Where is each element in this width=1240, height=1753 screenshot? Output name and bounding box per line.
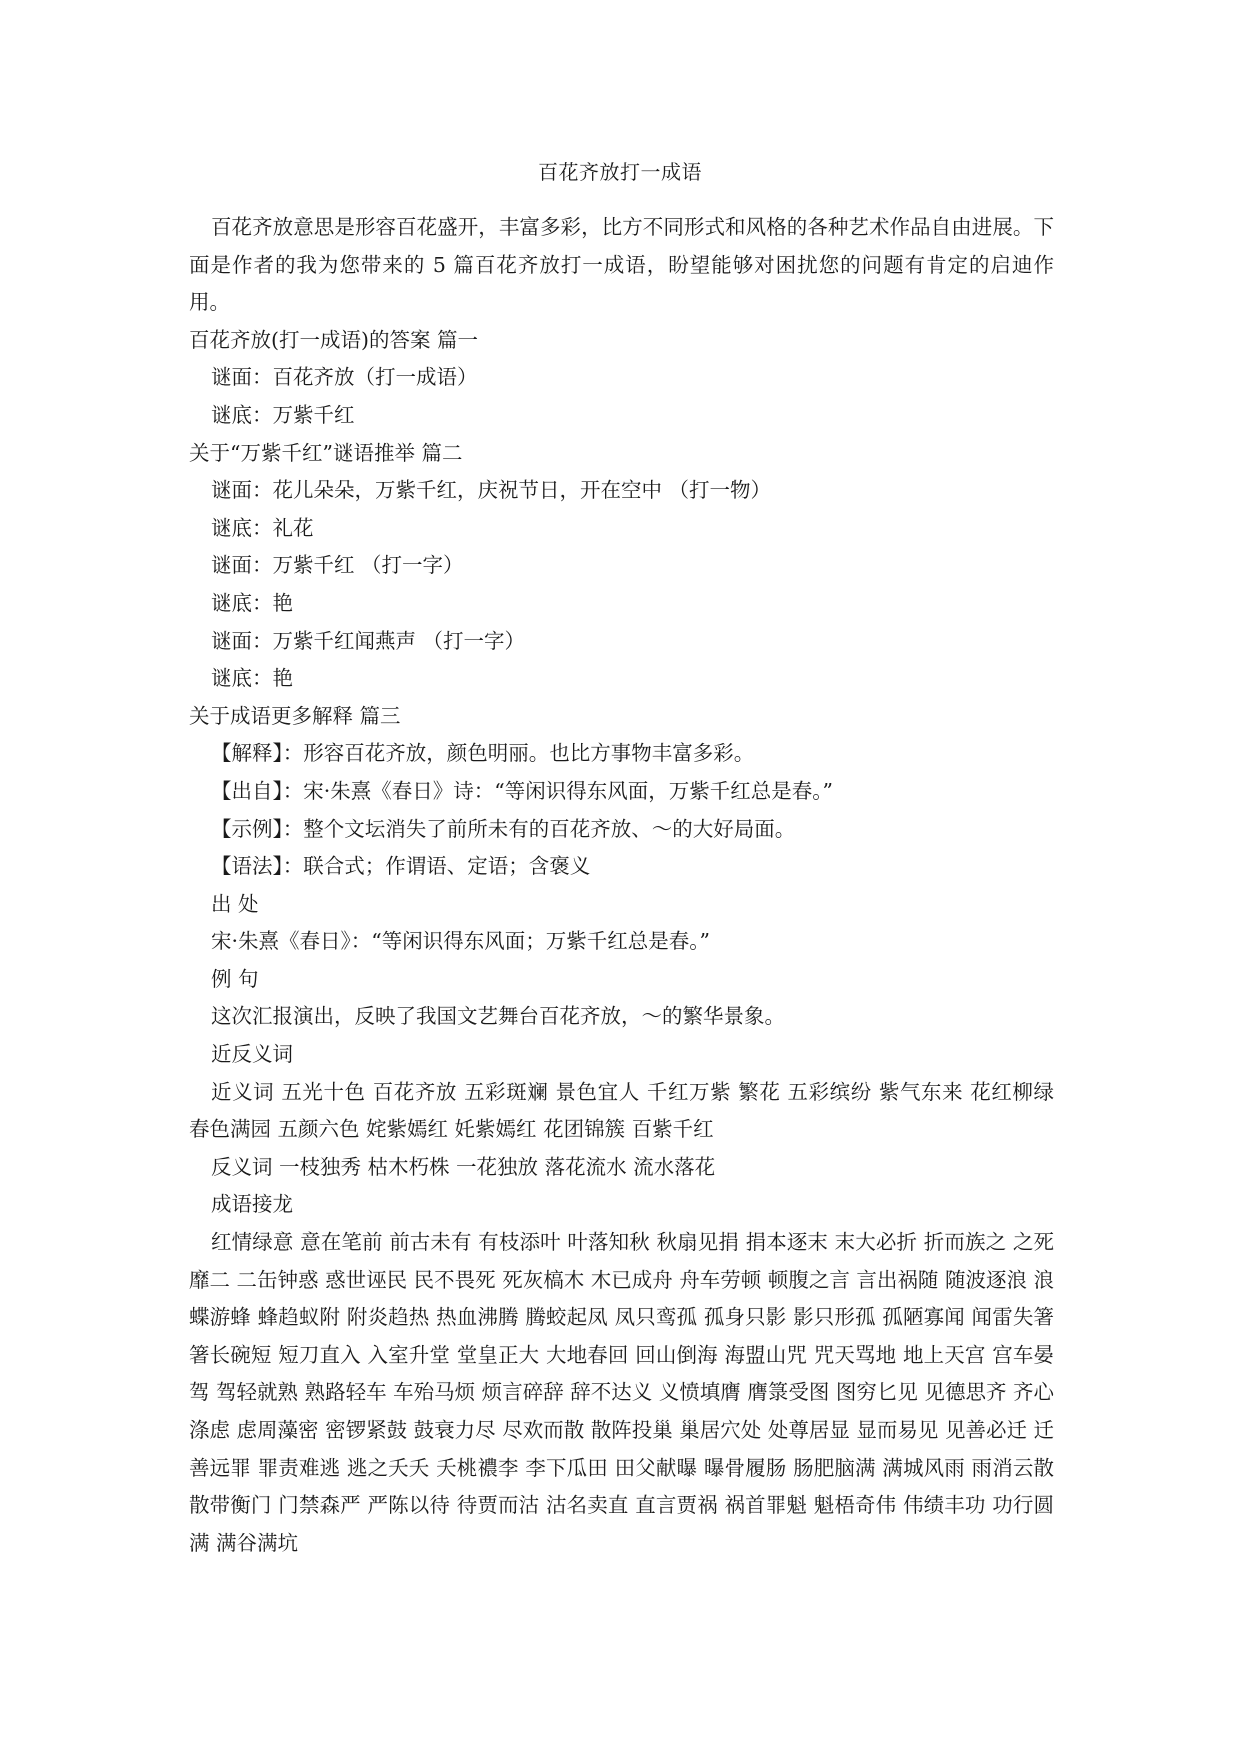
section-heading-3: 关于成语更多解释 篇三: [189, 703, 401, 728]
synonym-antonym-label: 近反义词: [211, 1042, 293, 1067]
example-sentence-text: 这次汇报演出，反映了我国文艺舞台百花齐放，～的繁华景象。: [211, 1004, 785, 1029]
riddle-question: 谜面：花儿朵朵，万紫千红，庆祝节日，开在空中 （打一物）: [211, 478, 772, 503]
intro-paragraph: 百花齐放意思是形容百花盛开，丰富多彩，比方不同形式和风格的各种艺术作品自由进展。下面是作者的我为您带来的 5 篇百花齐放打一成语，盼望能够对困扰您的问题有肯定的启迪作用。: [189, 215, 1054, 315]
example-sentence-label: 例 句: [211, 966, 259, 991]
document-body: [189, 209, 1054, 1562]
grammar-line: 【语法】：联合式；作谓语、定语；含褒义: [211, 854, 591, 879]
example-line: 【示例】：整个文坛消失了前所未有的百花齐放、～的大好局面。: [211, 816, 796, 841]
idiom-chain-label: 成语接龙: [211, 1192, 293, 1217]
origin-label: 出 处: [211, 891, 259, 916]
synonyms-paragraph: 近义词 五光十色 百花齐放 五彩斑斓 景色宜人 千红万紫 繁花 五彩缤纷 紫气东来 花红柳绿 春色满园 五颜六色 姹紫嫣红 奼紫嫣红 花团锦簇 百紫千红: [189, 1079, 1054, 1142]
riddle-answer: 谜底：礼花: [211, 515, 314, 540]
riddle-question: 谜面：万紫千红闻燕声 （打一字）: [211, 628, 526, 653]
riddle-question: 谜面：百花齐放（打一成语）: [211, 365, 478, 390]
riddle-answer: 谜底：艳: [211, 666, 293, 691]
origin-text: 宋·朱熹《春日》：“等闲识得东风面；万紫千红总是春。”: [211, 929, 710, 954]
riddle-answer: 谜底：艳: [211, 590, 293, 615]
antonyms-paragraph: 反义词 一枝独秀 枯木朽株 一花独放 落花流水 流水落花: [211, 1154, 716, 1179]
idiom-chain-paragraph: 红情绿意 意在笔前 前古未有 有枝添叶 叶落知秋 秋扇见捐 捐本逐末 末大必折 折而族之 之死靡二 二缶钟惑 惑世诬民 民不畏死 死灰槁木 木已成舟 舟车劳顿 顿腹之言 言出祸随 随波逐浪 浪蝶游蜂 蜂趋蚁附 附炎趋热 热血沸腾 腾蛟起凤 凤只鸾孤 孤身只影 影只形孤 孤陋寡闻 闻雷失箸 箸长碗短 短刀直入 入室升堂 堂皇正大 大地春回 回山倒海 海盟山咒 咒天骂地 地上天宫 宫车晏驾 驾轻就熟 熟路轻车 车殆马烦 烦言碎辞 辞不达义 义愤填膺 膺箓受图 图穷匕见 见德思齐 齐心涤虑 虑周藻密 密锣紧鼓 鼓衰力尽 尽欢而散 散阵投巢 巢居穴处 处尊居显 显而易见 见善必迁 迁善远罪 罪责难逃 逃之夭夭 夭桃禯李 李下瓜田 田父献曝 曝骨履肠 肠肥脑满 满城风雨 雨消云散 散带衡门 门禁森严 严陈以待 待贾而沽 沽名卖直 直言贾祸 祸首罪魁 魁梧奇伟 伟绩丰功 功行圆满 满谷满坑: [189, 1230, 1054, 1555]
source-line: 【出自】：宋·朱熹《春日》诗：“等闲识得东风面，万紫千红总是春。”: [211, 778, 833, 803]
riddle-answer: 谜底：万紫千红: [211, 402, 355, 427]
explanation-line: 【解释】：形容百花齐放，颜色明丽。也比方事物丰富多彩。: [211, 741, 755, 766]
document-title: 百花齐放打一成语: [538, 160, 702, 184]
section-heading-2: 关于“万紫千红”谜语推举 篇二: [189, 440, 463, 465]
riddle-question: 谜面：万紫千红 （打一字）: [211, 553, 464, 578]
section-heading-1: 百花齐放(打一成语)的答案 篇一: [189, 327, 479, 352]
